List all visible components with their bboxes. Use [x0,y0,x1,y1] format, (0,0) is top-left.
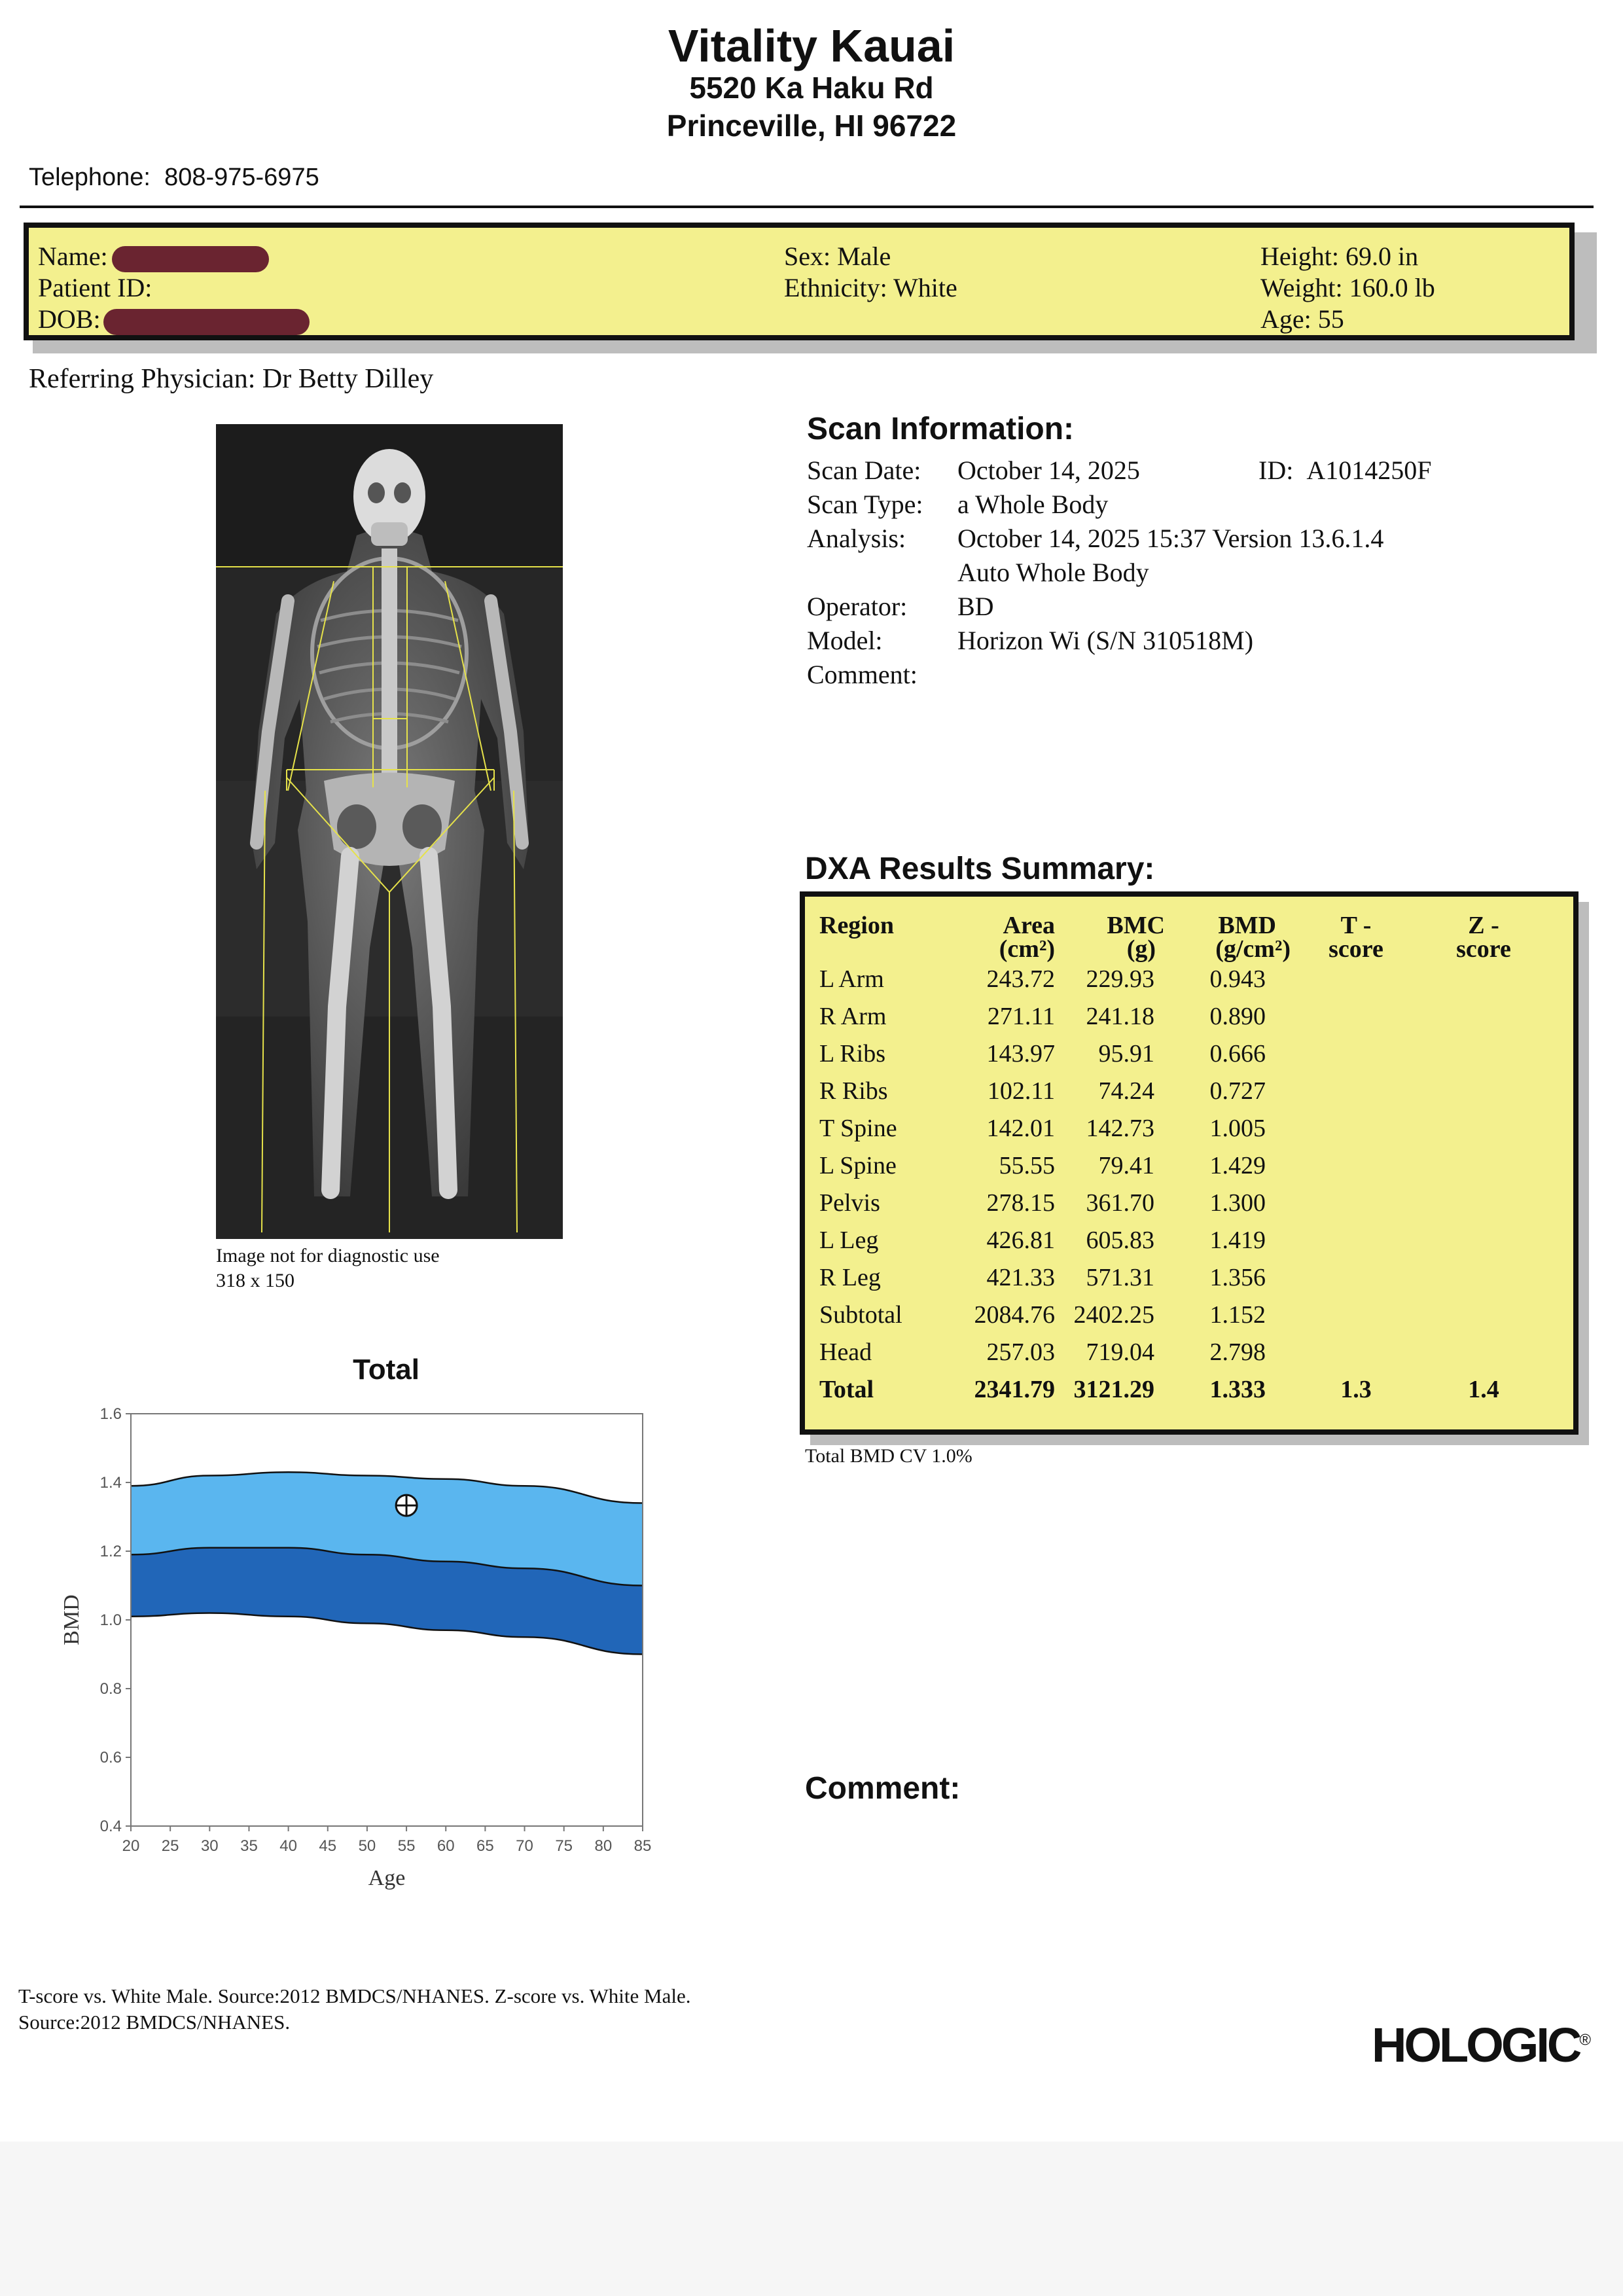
t-score-cell [1291,961,1421,998]
whole-body-scan-image [216,424,563,1239]
bmd-cell: 1.429 [1209,1152,1266,1179]
region-cell: R Ribs [819,1077,888,1105]
patient-ethnicity: Ethnicity: White [784,273,957,302]
region-cell: Pelvis [819,1189,880,1217]
col-header-region: Region [819,912,894,939]
bmd-cell: 2.798 [1209,1338,1266,1366]
bmc-cell: 605.83 [1086,1227,1154,1254]
col-header-t-score: T - score [1329,912,1383,963]
patient-sex: Sex: Male [784,242,891,271]
chart-title: Total [353,1354,419,1386]
z-score-cell [1421,1035,1546,1073]
bmc-cell: 719.04 [1086,1338,1154,1366]
region-cell: Subtotal [819,1301,902,1329]
z-score-cell [1421,1147,1546,1185]
operator-row [807,590,994,624]
dxa-row [819,1259,1546,1297]
patient-height: Height: 69.0 in [1260,242,1419,271]
z-score-cell [1421,1073,1546,1110]
dxa-row [819,1185,1546,1222]
bmc-cell: 241.18 [1086,1003,1154,1030]
patient-col-demographics [784,241,957,304]
region-cell: R Arm [819,1003,887,1030]
hologic-logo: HOLOGIC® [1372,2018,1592,2072]
patient-id-row [38,272,310,304]
referring-physician: Referring Physician: Dr Betty Dilley [29,364,434,394]
scan-date-value: October 14, 2025 [957,456,1140,485]
patient-name-row [38,241,310,272]
dxa-row [819,961,1546,998]
z-score-cell [1421,1297,1546,1334]
z-score-cell [1421,1334,1546,1371]
scan-date-row [807,454,1432,488]
x-axis-label: Age [368,1866,406,1890]
t-score-cell [1291,1110,1421,1147]
t-score-cell [1291,1334,1421,1371]
z-score-cell [1421,1185,1546,1222]
analysis-row [807,522,1383,556]
telephone-label: Telephone: [29,164,151,191]
bmd-cell: 0.890 [1209,1003,1266,1030]
scan-info-title: Scan Information: [807,412,1075,446]
page-bottom-margin [0,2142,1623,2296]
dxa-row [819,1073,1546,1110]
bmc-cell: 3121.29 [1073,1376,1154,1403]
telephone-number: 808-975-6975 [164,164,319,191]
area-cell: 2084.76 [974,1301,1055,1329]
bmd-reference-chart [52,1401,668,1898]
y-tick-label: 0.4 [99,1818,122,1835]
z-score-cell [1421,1110,1546,1147]
bmc-cell: 361.70 [1086,1189,1154,1217]
dxa-row [819,1035,1546,1073]
x-tick-label: 20 [122,1837,140,1855]
y-tick-label: 1.2 [99,1543,122,1560]
x-tick-label: 50 [358,1837,376,1855]
t-score-cell [1291,1073,1421,1110]
patient-col-identity [38,241,310,335]
t-score-cell [1291,1185,1421,1222]
col-header-z-score: Z - score [1456,912,1511,963]
bmc-cell: 74.24 [1098,1077,1154,1105]
y-tick-label: 0.6 [99,1749,122,1767]
region-cell: L Leg [819,1227,879,1254]
region-cell: R Leg [819,1264,881,1291]
z-score-cell [1421,998,1546,1035]
x-tick-label: 75 [555,1837,573,1855]
z-score-cell [1421,961,1546,998]
x-tick-label: 80 [594,1837,613,1855]
bmd-cell: 0.727 [1209,1077,1266,1105]
comment-label: Comment: [805,1771,961,1806]
patient-dob-row [38,304,310,335]
x-tick-label: 65 [476,1837,494,1855]
dxa-row [819,1297,1546,1334]
y-tick-label: 1.6 [99,1405,122,1423]
bmd-cell: 1.356 [1209,1264,1266,1291]
x-tick-label: 45 [319,1837,337,1855]
total-bmd-cv-note: Total BMD CV 1.0% [805,1445,972,1467]
x-tick-label: 40 [279,1837,297,1855]
bmd-cell: 0.943 [1209,965,1266,993]
area-cell: 2341.79 [974,1376,1055,1403]
t-score-cell [1291,1222,1421,1259]
z-score-cell: 1.4 [1468,1376,1499,1403]
t-score-cell: 1.3 [1340,1376,1372,1403]
x-tick-label: 70 [516,1837,533,1855]
scan-comment-row [807,658,957,692]
operator-value: BD [957,592,994,621]
dob-redaction [103,309,310,335]
bmd-cell: 1.300 [1209,1189,1266,1217]
x-tick-label: 35 [240,1837,258,1855]
scan-comment-label: Comment: [807,660,918,689]
bmc-cell: 229.93 [1086,965,1154,993]
area-cell: 421.33 [986,1264,1055,1291]
patient-marker [396,1495,417,1516]
telephone [29,164,319,192]
patient-weight: Weight: 160.0 lb [1260,273,1435,302]
dxa-row [819,998,1546,1035]
footnote-line1: T-score vs. White Male. Source:2012 BMDCS/NHANES. Z-score vs. White Male. [18,1984,691,2007]
analysis-mode: Auto Whole Body [957,558,1149,587]
region-cell: L Ribs [819,1040,885,1067]
bmd-cell: 1.333 [1209,1376,1266,1403]
patient-info-box [24,223,1575,340]
model-label: Model: [807,626,883,655]
x-tick-label: 25 [161,1837,179,1855]
region-cell: L Spine [819,1152,897,1179]
bmd-cell: 1.005 [1209,1115,1266,1142]
image-note-dimensions: 318 x 150 [216,1270,294,1291]
footnote-line2: Source:2012 BMDCS/NHANES. [18,2011,291,2034]
model-value: Horizon Wi (S/N 310518M) [957,626,1254,655]
region-cell: L Arm [819,965,884,993]
reference-bands [131,1472,643,1654]
t-score-cell [1291,998,1421,1035]
area-cell: 426.81 [986,1227,1055,1254]
x-tick-label: 85 [633,1837,652,1855]
scan-type-value: a Whole Body [957,490,1109,519]
bmc-cell: 2402.25 [1073,1301,1154,1329]
patient-age: Age: 55 [1260,304,1344,334]
dob-label: DOB: [38,304,101,334]
scan-id [1258,454,1431,488]
x-tick-label: 60 [437,1837,455,1855]
area-cell: 278.15 [986,1189,1055,1217]
model-row [807,624,1253,658]
z-score-cell [1421,1259,1546,1297]
bmc-cell: 571.31 [1086,1264,1154,1291]
col-header-area: Area (cm²) [999,912,1055,963]
bmd-cell: 0.666 [1209,1040,1266,1067]
dxa-results-box [800,891,1578,1435]
region-cell: Head [819,1338,872,1366]
col-header-bmd: BMD (g/cm²) [1215,912,1291,963]
dxa-row [819,1371,1546,1408]
clinic-address-line2: Princeville, HI 96722 [666,109,957,143]
y-tick-label: 1.0 [99,1611,122,1629]
dxa-header-row [819,914,1546,961]
y-tick-label: 0.8 [99,1680,122,1698]
patient-id-label: Patient ID: [38,273,152,302]
scan-date-label: Scan Date: [807,456,921,485]
area-cell: 142.01 [986,1115,1055,1142]
reference-footnote [18,1983,804,2036]
z-score-cell [1421,1222,1546,1259]
dxa-row [819,1334,1546,1371]
patient-col-measures [1260,241,1435,335]
operator-label: Operator: [807,592,908,621]
bmd-cell: 1.152 [1209,1301,1266,1329]
area-cell: 257.03 [986,1338,1055,1366]
clinic-address-line1: 5520 Ka Haku Rd [689,71,934,105]
scan-id-value: A1014250F [1306,456,1432,485]
name-redaction [112,246,269,272]
clinic-name: Vitality Kauai [668,20,955,71]
bmc-cell: 142.73 [1086,1115,1154,1142]
bmc-cell: 79.41 [1098,1152,1154,1179]
analysis-value: October 14, 2025 15:37 Version 13.6.1.4 [957,524,1384,553]
y-axis-label: BMD [60,1594,84,1645]
analysis-label: Analysis: [807,524,906,553]
dxa-row [819,1222,1546,1259]
region-cell: Total [819,1376,874,1403]
y-tick-label: 1.4 [99,1474,122,1492]
dxa-row [819,1147,1546,1185]
col-header-bmc: BMC (g) [1107,912,1165,963]
name-label: Name: [38,242,108,271]
header-rule [20,206,1594,208]
hologic-logo-text: HOLOGIC [1372,2018,1580,2072]
scan-type-label: Scan Type: [807,490,923,519]
t-score-cell [1291,1035,1421,1073]
analysis-row-2 [807,556,1149,590]
t-score-cell [1291,1147,1421,1185]
area-cell: 55.55 [999,1152,1055,1179]
x-tick-label: 30 [200,1837,219,1855]
region-cell: T Spine [819,1115,897,1142]
area-cell: 271.11 [987,1003,1055,1030]
x-tick-label: 55 [397,1837,416,1855]
dxa-row [819,1110,1546,1147]
image-note [216,1244,440,1293]
t-score-cell [1291,1297,1421,1334]
area-cell: 243.72 [986,965,1055,993]
bmc-cell: 95.91 [1098,1040,1154,1067]
scan-id-label: ID: [1258,456,1294,485]
area-cell: 143.97 [986,1040,1055,1067]
image-note-disclaimer: Image not for diagnostic use [216,1245,440,1266]
area-cell: 102.11 [987,1077,1055,1105]
scan-type-row [807,488,1108,522]
t-score-cell [1291,1259,1421,1297]
dxa-summary-title: DXA Results Summary: [805,852,1155,886]
bmd-cell: 1.419 [1209,1227,1266,1254]
dxa-results-table [819,914,1546,1408]
